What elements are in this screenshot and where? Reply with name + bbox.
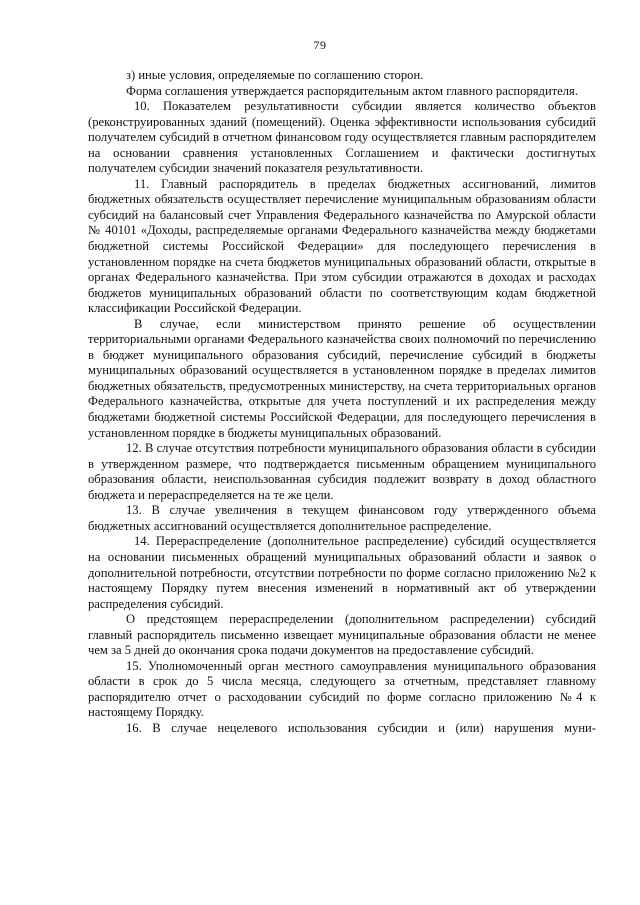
paragraph-11: 11. Главный распорядитель в пределах бюджетных ассигнований, лимитов бюджетных обязательств осуществляет перечисление муниципальным образованиям области субсидий на балансовый счет Управления Федерального казначейства по Амурской области № 40101 «Доходы, распределяемые органами Федерального казначейства между бюджетами бюджетной системы Российской Федерации» для последующего перечисления в установленном порядке на счета бюджетов муниципальных образований области, открытые в органах Федерального казначейства. При этом субсидии отражаются в доходах и расходах бюджетов муниципальных образований области по соответствующим кодам бюджетной классификации Российской Федерации. <box>88 176 596 316</box>
paragraph-conditions-z: з) иные условия, определяемые по соглашению сторон. <box>126 68 424 82</box>
paragraph-10: 10. Показателем результативности субсидии является количество объектов (реконструированных зданий (помещений). Оценка эффективности использования субсидий получателем субсидий в отчетном финансовом году осуществляется главным распорядителем на основании сравнения установленных Соглашением и фактически достигнутых получателем субсидии значений показателя результативности. <box>88 99 596 176</box>
paragraph-14: 14. Перераспределение (дополнительное распределение) субсидий осуществляется на основании письменных обращений муниципальных образований области и заявок о дополнительной потребности, отсутствии потребности по форме согласно приложению №2 к настоящему Порядку путем внесения изменений в нормативный акт об утверждении распределения субсидий. <box>88 534 596 611</box>
paragraph-14-notice: О предстоящем перераспределении (дополнительном распределении) субсидий главный распорядитель письменно извещает муниципальные образования области не менее чем за 5 дней до окончания срока подачи документов на предоставление субсидий. <box>88 612 596 658</box>
document-body <box>88 68 596 737</box>
paragraph-16: 16. В случае нецелевого использования субсидии и (или) нарушения муни- <box>126 720 596 735</box>
paragraph-agreement-form: Форма соглашения утверждается распорядительным актом главного распорядителя. <box>126 83 578 98</box>
page-number: 79 <box>313 38 327 52</box>
paragraph-15: 15. Уполномоченный орган местного самоуправления муниципального образования области в срок до 5 числа месяца, следующего за отчетным, представляет главному распорядителю отчет о расходовании субсидий по форме согласно приложению №4 к настоящему Порядку. <box>88 658 596 720</box>
paragraph-13: 13. В случае увеличения в текущем финансовом году утвержденного объема бюджетных ассигнований осуществляется дополнительное распределение. <box>88 503 596 533</box>
paragraph-12: 12. В случае отсутствия потребности муниципального образования области в субсидии в утвержденном размере, что подтверждается письменным обращением муниципального образования области, неиспользованная субсидия подлежит возврату в доход областного бюджета и перераспределяется на те же цели. <box>88 441 596 502</box>
paragraph-11-treasury: В случае, если министерством принято решение об осуществлении территориальными органами Федерального казначейства своих полномочий по перечислению в бюджет муниципального образования субсидий, перечисление субсидий в бюджеты муниципальных образований осуществляется в установленном порядке в пределах лимитов бюджетных обязательств, предусмотренных министерству, на счета территориальных органов Федерального казначейства, открытые для учета поступлений и их распределения между бюджетами бюджетной системы Российской Федерации, для последующего перечисления в установленном порядке в бюджеты муниципальных образований. <box>88 316 596 440</box>
